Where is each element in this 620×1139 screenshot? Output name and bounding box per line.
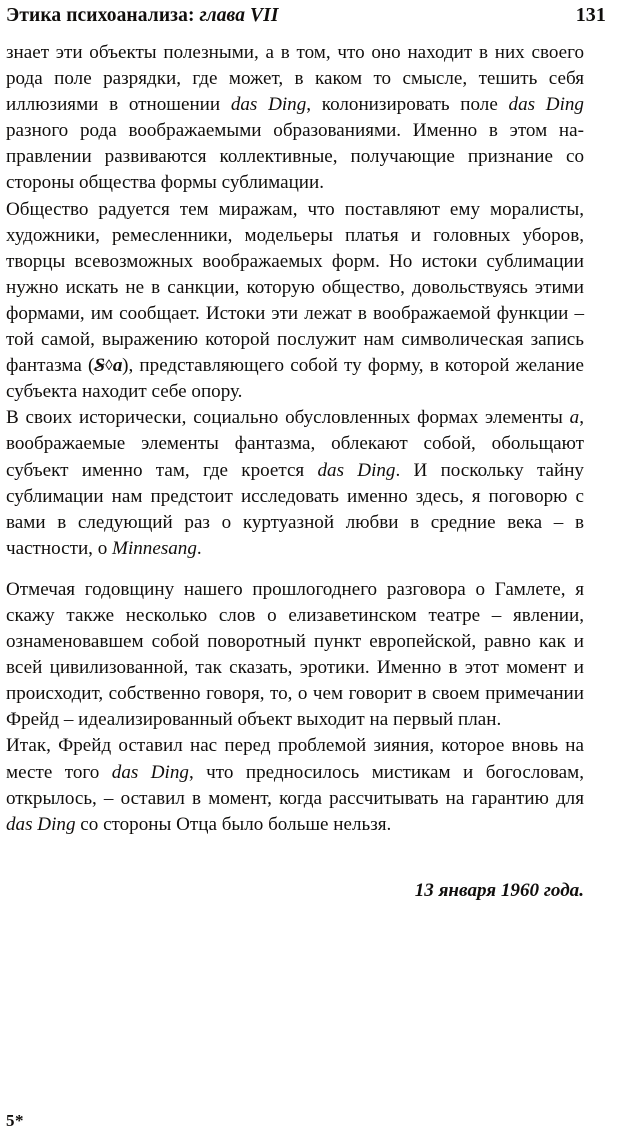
page-number: 131 <box>575 4 606 26</box>
paragraph: Отмечая годовщину нашего прошлогоднего разговора о Гамлете, я скажу также несколько слов о елизаветинском театре – явлении, ознаменовавшем собой поворотный пункт европейской, равно как и всей цивилизованной, так сказать, эротики. Именно в этот момент и происходит, собственно говоря, то, о чем говорит в своем примечании Фрейд – идеализированный объект выходит на первый план. <box>6 578 584 731</box>
italic-term: das Ding <box>6 813 76 835</box>
date-signature: 13 января 1960 года. <box>414 879 584 901</box>
italic-term: das Ding <box>317 459 396 481</box>
page-header <box>6 4 606 30</box>
paragraph: В своих исторически, социально обусловленных формах элементы a, воображаемые элементы фантазма, облекают собой, обольщают субъект именно там, где кроется das Ding. И поскольку тайну сублимации нам предстоит исследовать именно здесь, я поговорю с вами в следующий раз о куртуазной любви в средние века – в частности, о Minnesang. <box>6 407 584 559</box>
barred-subject-icon: S <box>94 353 104 379</box>
lozenge-icon: ◊ <box>105 358 113 375</box>
fantasy-matheme <box>94 355 122 376</box>
italic-term: das Ding <box>508 94 584 116</box>
running-title <box>6 5 279 27</box>
italic-term: das Ding <box>111 761 189 783</box>
signature-mark: 5* <box>6 1111 24 1130</box>
paragraph: Общество радуется тем миражам, что поставляют ему моралисты, художники, ремесленники, модельеры платья и головных уборов, творцы всевозможных воображаемых форм. Но истоки сублимации нужно искать не в санкции, которую общество, довольствуясь этими формами, им сообщает. Истоки эти лежат в воображаемой функции – той самой, выражению которой послужит нам символическая запись фантазма (S◊a), представляющего собой ту форму, в которой желание субъекта находит себе опору. <box>6 198 585 403</box>
italic-term: das Ding <box>230 94 307 116</box>
paragraph: знает эти объекты полезными, а в том, что оно находит в них своего рода поле разрядки, где может, в каком то смысле, тешить себя иллюзиями в отношении das Ding, колонизировать поле das Ding разного рода воображаемыми образованиями. Именно в этом направлении развиваются коллективные, получающие признание со стороны общества формы сублимации. <box>6 42 584 194</box>
running-title-plain: Этика психоанализа: <box>6 5 195 26</box>
running-title-chapter: глава VII <box>199 5 279 26</box>
page-body <box>6 40 584 904</box>
italic-term: a <box>569 407 580 429</box>
object-a: a <box>112 355 123 377</box>
italic-term: Minnesang <box>112 537 197 559</box>
paragraph: Итак, Фрейд оставил нас перед проблемой зияния, которое вновь на месте того das Ding, что предносилось мистикам и богословам, открылось, – оставил в момент, когда рассчитывать на гарантию для das Ding со стороны Отца было больше нельзя. <box>6 735 584 835</box>
